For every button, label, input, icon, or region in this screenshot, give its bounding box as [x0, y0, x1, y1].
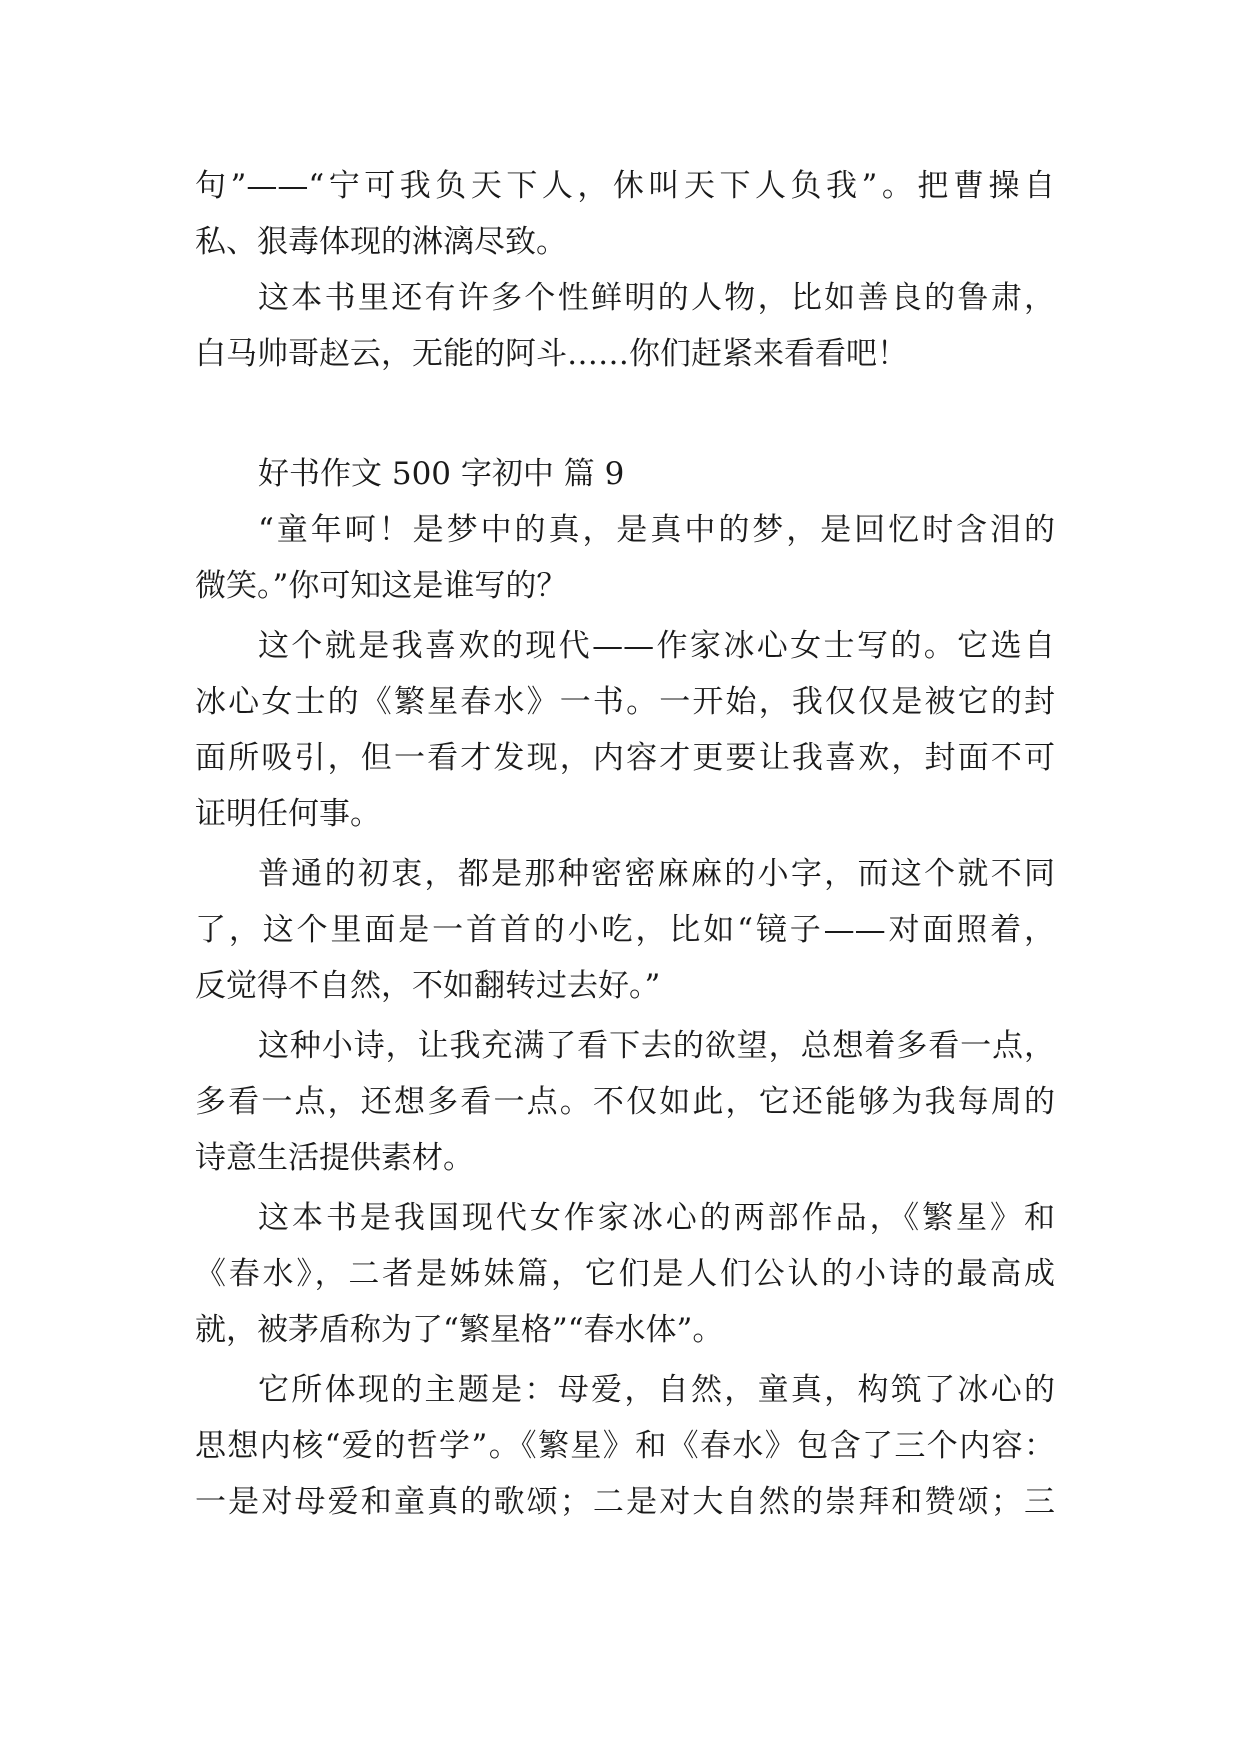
text-line: 句”——“宁可我负天下人，休叫天下人负我”。把曹操自 — [195, 168, 1055, 204]
text-line: 思想内核“爱的哲学”。《繁星》和《春水》包含了三个内容： — [195, 1428, 1055, 1464]
text-line: 白马帅哥赵云，无能的阿斗……你们赶紧来看看吧！ — [195, 336, 908, 372]
text-line: 就，被茅盾称为了“繁星格”“春水体”。 — [195, 1312, 724, 1348]
text-line: 这种小诗，让我充满了看下去的欲望，总想着多看一点， — [258, 1028, 1055, 1064]
text-line: 普通的初衷，都是那种密密麻麻的小字，而这个就不同 — [258, 856, 1055, 892]
text-line: 这个就是我喜欢的现代——作家冰心女士写的。它选自 — [258, 628, 1055, 664]
text-line: 微笑。”你可知这是谁写的？ — [195, 568, 568, 604]
text-line: 诗意生活提供素材。 — [195, 1140, 474, 1176]
text-line: 证明任何事。 — [195, 796, 381, 832]
text-line: 私、狠毒体现的淋漓尽致。 — [195, 224, 567, 260]
text-line: “童年呵！是梦中的真，是真中的梦，是回忆时含泪的 — [258, 512, 1055, 548]
text-line: 这本书是我国现代女作家冰心的两部作品，《繁星》和 — [258, 1200, 1055, 1236]
text-line: 这本书里还有许多个性鲜明的人物，比如善良的鲁肃， — [258, 280, 1055, 316]
section-heading: 好书作文 500 字初中 篇 9 — [258, 456, 625, 492]
text-line: 多看一点，还想多看一点。不仅如此，它还能够为我每周的 — [195, 1084, 1055, 1120]
text-line: 它所体现的主题是：母爱，自然，童真，构筑了冰心的 — [258, 1372, 1055, 1408]
text-line: 反觉得不自然，不如翻转过去好。” — [195, 968, 661, 1004]
text-line: 《春水》，二者是姊妹篇，它们是人们公认的小诗的最高成 — [195, 1256, 1055, 1292]
text-line: 冰心女士的《繁星春水》一书。一开始，我仅仅是被它的封 — [195, 684, 1055, 720]
text-line: 面所吸引，但一看才发现，内容才更要让我喜欢，封面不可 — [195, 740, 1055, 776]
text-line: 了，这个里面是一首首的小吃，比如“镜子——对面照着， — [195, 912, 1055, 948]
text-line: 一是对母爱和童真的歌颂；二是对大自然的崇拜和赞颂；三 — [195, 1484, 1055, 1520]
